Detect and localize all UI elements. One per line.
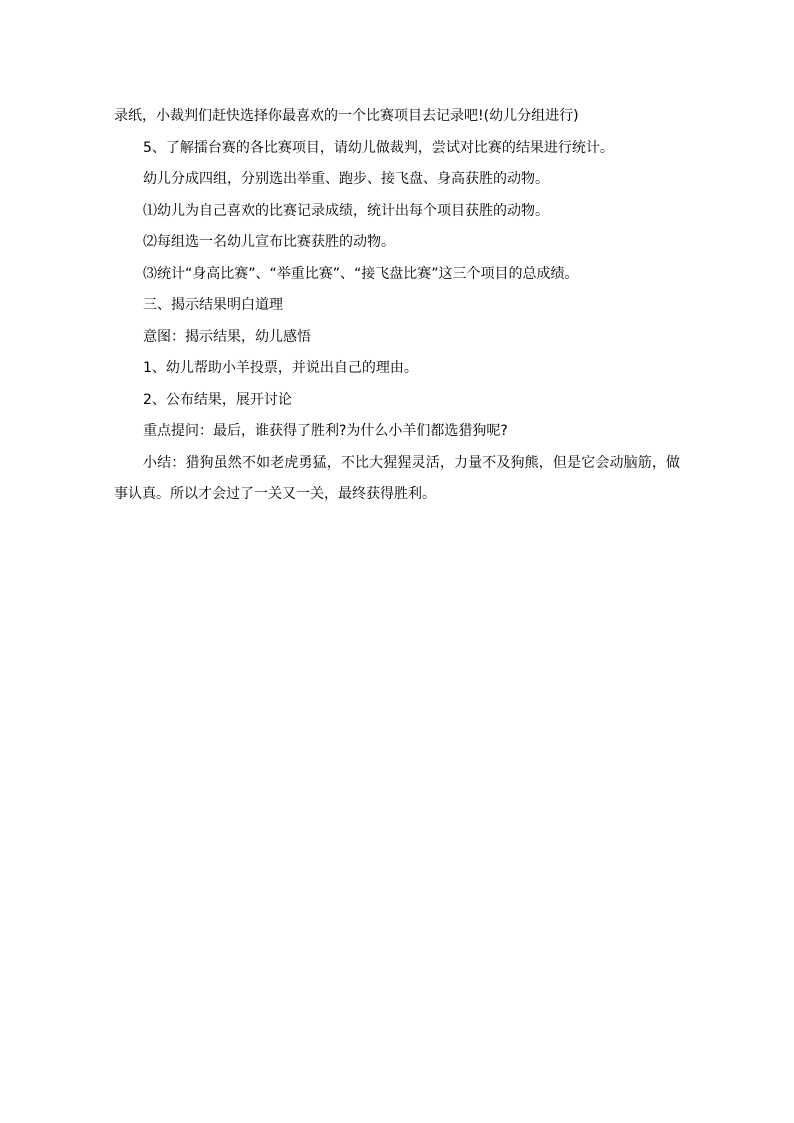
paragraph-step-2: 2、公布结果，展开讨论 <box>143 391 292 408</box>
paragraph-step-5: 5、了解擂台赛的各比赛项目，请幼儿做裁判，尝试对比赛的结果进行统计。 <box>143 139 614 156</box>
document-body <box>114 101 680 511</box>
paragraph-item-3: ⑶统计“身高比赛”、“举重比赛”、“接飞盘比赛”这三个项目的总成绩。 <box>143 265 579 282</box>
paragraph-continuation: 录纸，小裁判们赶快选择你最喜欢的一个比赛项目去记录吧!(幼儿分组进行) <box>114 108 579 124</box>
paragraph-step-1: 1、幼儿帮助小羊投票，并说出自己的理由。 <box>143 360 418 376</box>
paragraph-grouping: 幼儿分成四组，分别选出举重、跑步、接飞盘、身高获胜的动物。 <box>143 171 549 187</box>
paragraph-key-question: 重点提问：最后，谁获得了胜利?为什么小羊们都选猎狗呢? <box>143 423 508 439</box>
paragraph-summary: 小结：猎狗虽然不如老虎勇猛，不比大猩猩灵活，力量不及狗熊，但是它会动脑筋，做事认真。所以才会过了一关又一关，最终获得胜利。 <box>114 454 680 502</box>
section-heading-3: 三、揭示结果明白道理 <box>143 297 283 313</box>
paragraph-intent: 意图：揭示结果，幼儿感悟 <box>143 328 311 345</box>
paragraph-item-1: ⑴幼儿为自己喜欢的比赛记录成绩，统计出每个项目获胜的动物。 <box>143 202 549 219</box>
paragraph-item-2: ⑵每组选一名幼儿宣布比赛获胜的动物。 <box>143 234 395 250</box>
